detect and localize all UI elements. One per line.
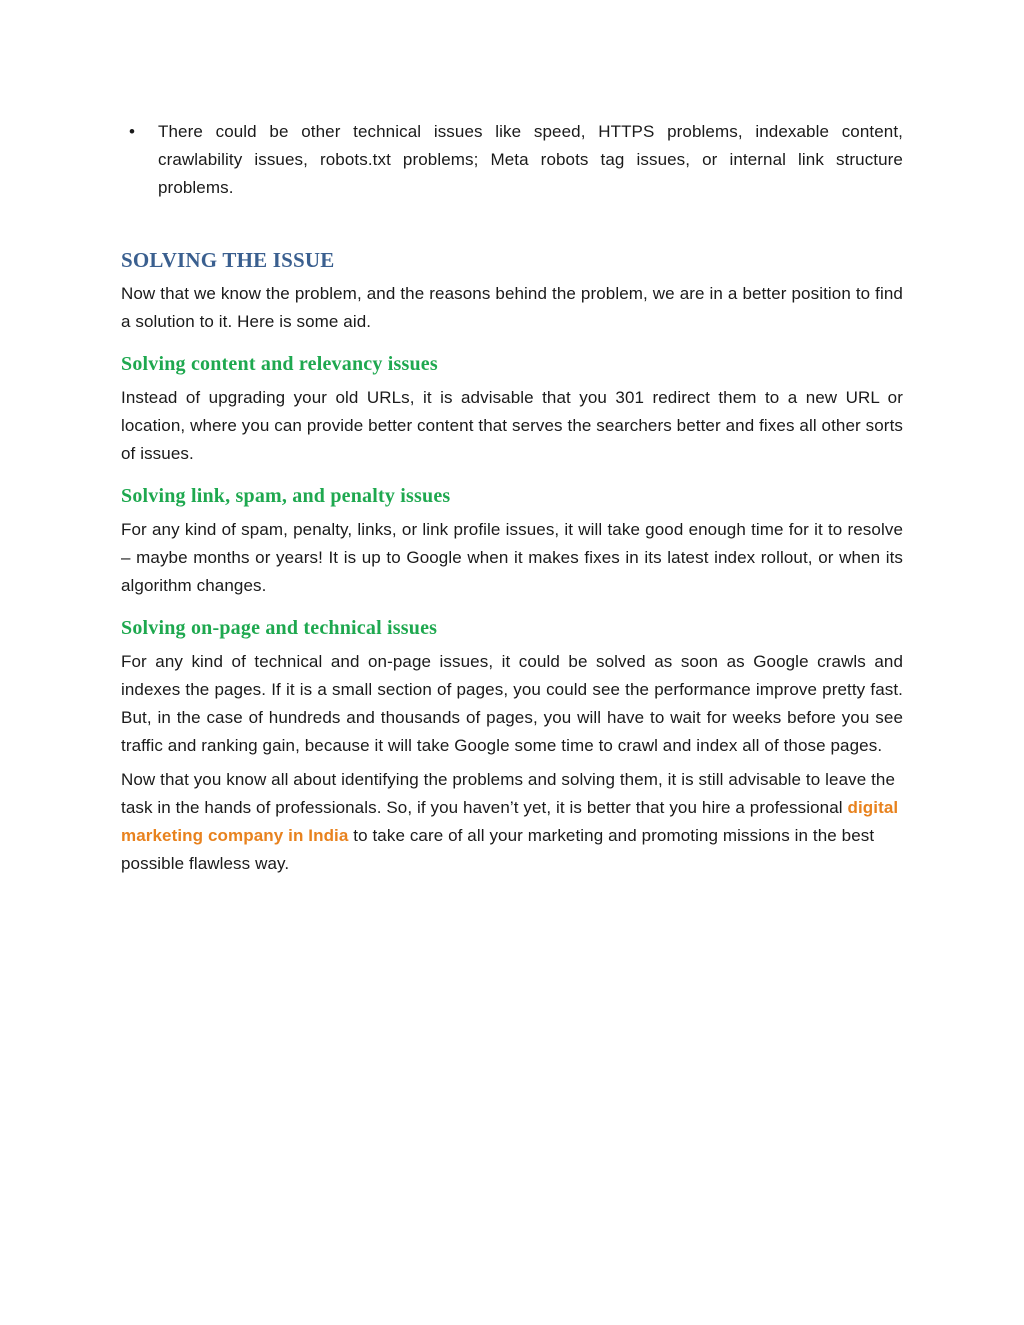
digital-marketing-link[interactable]: digital marketing company in India [121, 798, 899, 845]
bullet-icon: • [129, 122, 136, 141]
subsection-heading-technical: Solving on-page and technical issues [121, 617, 438, 639]
closing-text-before: Now that you know all about identifying the problems and solving them, it is still advisable to leave the task in the hands of professionals. So, if you haven’t yet, it is better that you hire a professional [121, 770, 896, 817]
section-intro: Now that we know the problem, and the reasons behind the problem, we are in a better position to find a solution to it. Here is some aid. [121, 284, 903, 331]
bullet-text: There could be other technical issues like speed, HTTPS problems, indexable content, crawlability issues, robots.txt problems; Meta robots tag issues, or internal link structure problems. [158, 122, 903, 197]
closing-paragraph [121, 766, 903, 878]
subsection-body-content: Instead of upgrading your old URLs, it is advisable that you 301 redirect them to a new URL or location, where you can provide better content that serves the searchers better and fixes all other sorts of issues. [121, 388, 903, 463]
subsection-body-technical: For any kind of technical and on-page issues, it could be solved as soon as Google crawls and indexes the pages. If it is a small section of pages, you could see the performance improve pretty fast. But, in the case of hundreds and thousands of pages, you will have to wait for weeks before you see traffic and ranking gain, because it will take Google some time to crawl and index all of those pages. [121, 652, 903, 755]
list-item [121, 118, 903, 202]
section-heading: SOLVING THE ISSUE [121, 248, 335, 272]
subsection-body-link-spam: For any kind of spam, penalty, links, or link profile issues, it will take good enough time for it to resolve – maybe months or years! It is up to Google when it makes fixes in its latest index rollout, or when its algorithm changes. [121, 520, 903, 595]
subsection-heading-content: Solving content and relevancy issues [121, 353, 438, 375]
document-page [121, 118, 903, 878]
subsection-heading-link-spam: Solving link, spam, and penalty issues [121, 485, 451, 507]
closing-text-after: to take care of all your marketing and promoting missions in the best possible flawless way. [121, 826, 875, 873]
bullet-list [121, 118, 903, 202]
